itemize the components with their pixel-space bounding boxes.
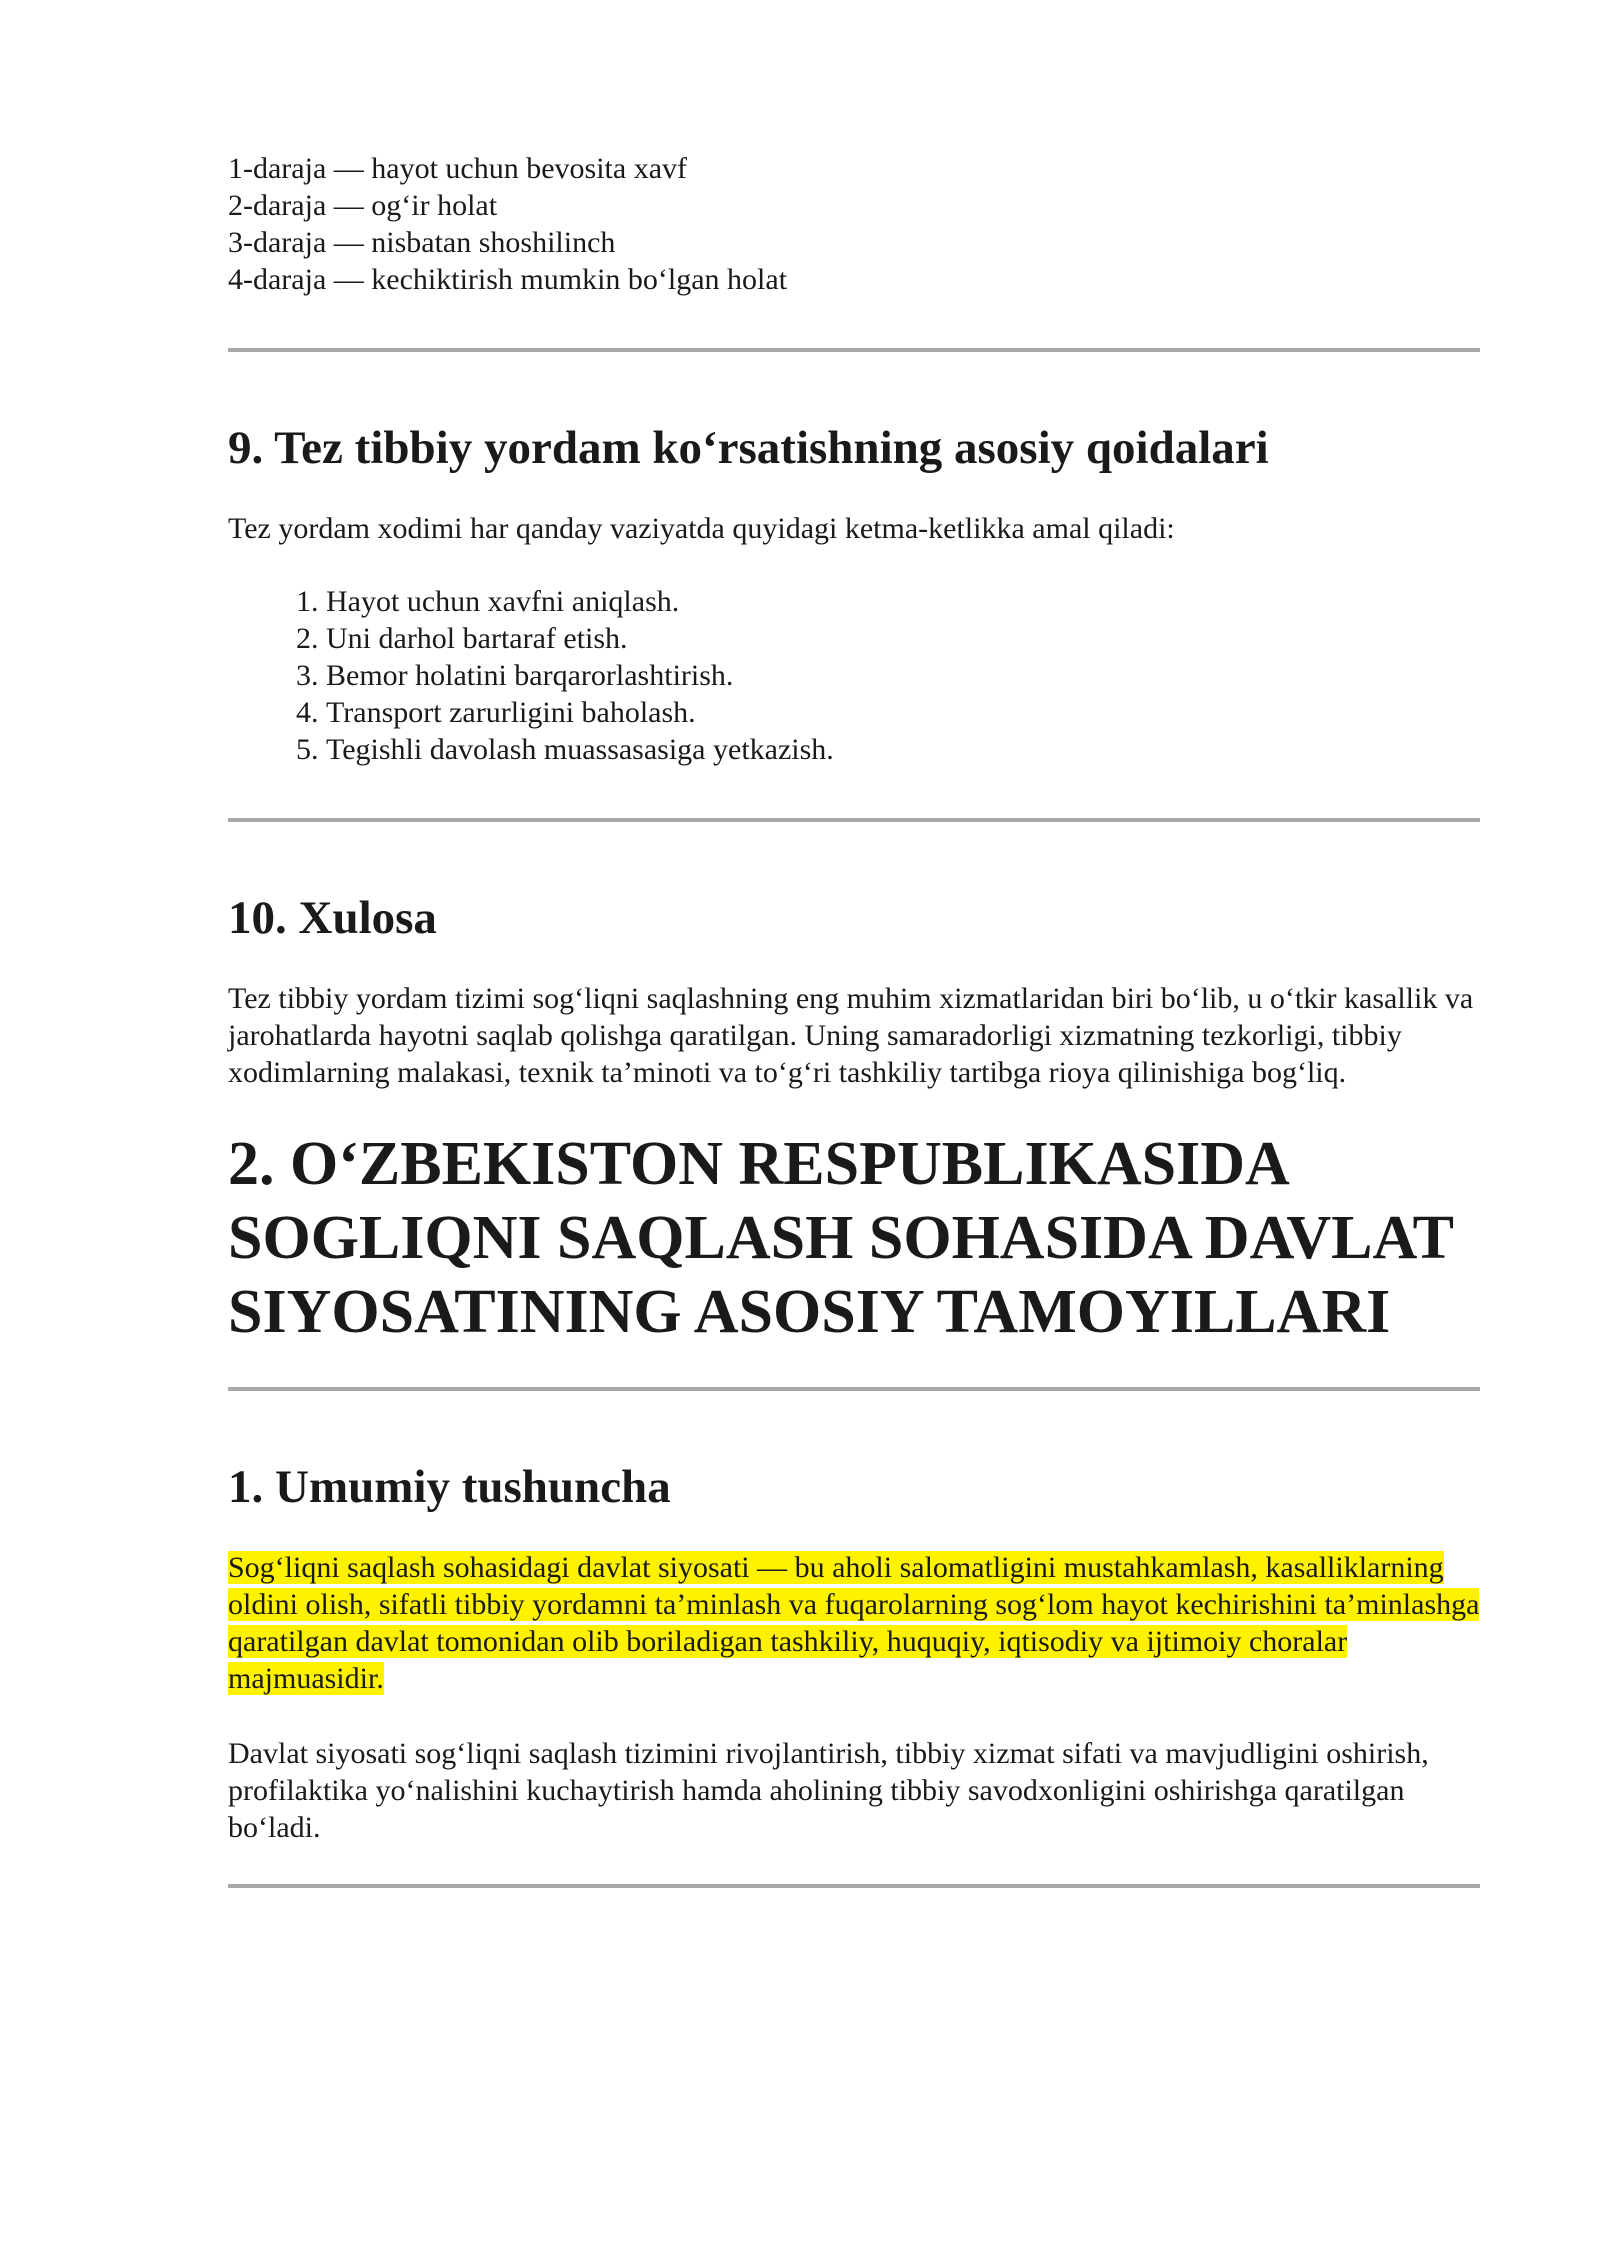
highlight-mark: Sog‘liqni saqlash sohasidagi davlat siyosati — bu aholi salomatligini mustahkamlash, kasalliklarning oldini olish, sifatli tibbiy yordamni ta’minlash va fuqarolarning sog‘lom hayot kechirishini ta’minlashga qaratilgan davlat tomonidan olib boriladigan tashkiliy, huquqiy, iqtisodiy va ijtimoiy choralar majmuasidir. bbox=[228, 1551, 1480, 1695]
list-item: 1. Hayot uchun xavfni aniqlash. bbox=[326, 583, 1480, 620]
section-1-heading: 1. Umumiy tushuncha bbox=[228, 1461, 671, 1513]
section-10-heading: 10. Xulosa bbox=[228, 892, 437, 944]
section-9-intro: Tez yordam xodimi har qanday vaziyatda quyidagi ketma-ketlikka amal qiladi: bbox=[228, 512, 1175, 545]
urgency-levels bbox=[228, 150, 1480, 298]
list-item: 4. Transport zarurligini baholash. bbox=[326, 694, 1480, 731]
level-line-2: 2-daraja — og‘ir holat bbox=[228, 189, 498, 222]
section-10-text: Tez tibbiy yordam tizimi sog‘liqni saqlashning eng muhim xizmatlaridan biri bo‘lib, u o‘tkir kasallik va jarohatlarda hayotni saqlab qolishga qaratilgan. Uning samaradorligi xizmatning tezkorligi, tibbiy xodimlarning malakasi, texnik ta’minoti va to‘g‘ri tashkiliy tartibga rioya qilinishiga bog‘liq. bbox=[228, 982, 1474, 1089]
chapter-2-title: 2. O‘ZBEKISTON RESPUBLIKASIDA SOGLIQNI SAQLASH SOHASIDA DAVLAT SIYOSATINING ASOSIY TAMOYILLARI bbox=[228, 1130, 1453, 1346]
document-page bbox=[228, 150, 1480, 1888]
steps-list bbox=[228, 583, 1480, 768]
section-1-text: Davlat siyosati sog‘liqni saqlash tizimini rivojlantirish, tibbiy xizmat sifati va mavjudligini oshirish, profilaktika yo‘nalishini kuchaytirish hamda aholining tibbiy savodxonligini oshirishga qaratilgan bo‘ladi. bbox=[228, 1737, 1429, 1844]
list-item: 5. Tegishli davolash muassasasiga yetkazish. bbox=[326, 731, 1480, 768]
list-item: 2. Uni darhol bartaraf etish. bbox=[326, 620, 1480, 657]
list-item: 3. Bemor holatini barqarorlashtirish. bbox=[326, 657, 1480, 694]
section-9-heading: 9. Tez tibbiy yordam ko‘rsatishning asosiy qoidalari bbox=[228, 422, 1269, 474]
level-line-1: 1-daraja — hayot uchun bevosita xavf bbox=[228, 152, 688, 185]
level-line-3: 3-daraja — nisbatan shoshilinch bbox=[228, 226, 616, 259]
highlighted-definition bbox=[228, 1549, 1480, 1697]
divider bbox=[228, 1884, 1480, 1888]
level-line-4: 4-daraja — kechiktirish mumkin bo‘lgan holat bbox=[228, 263, 788, 296]
